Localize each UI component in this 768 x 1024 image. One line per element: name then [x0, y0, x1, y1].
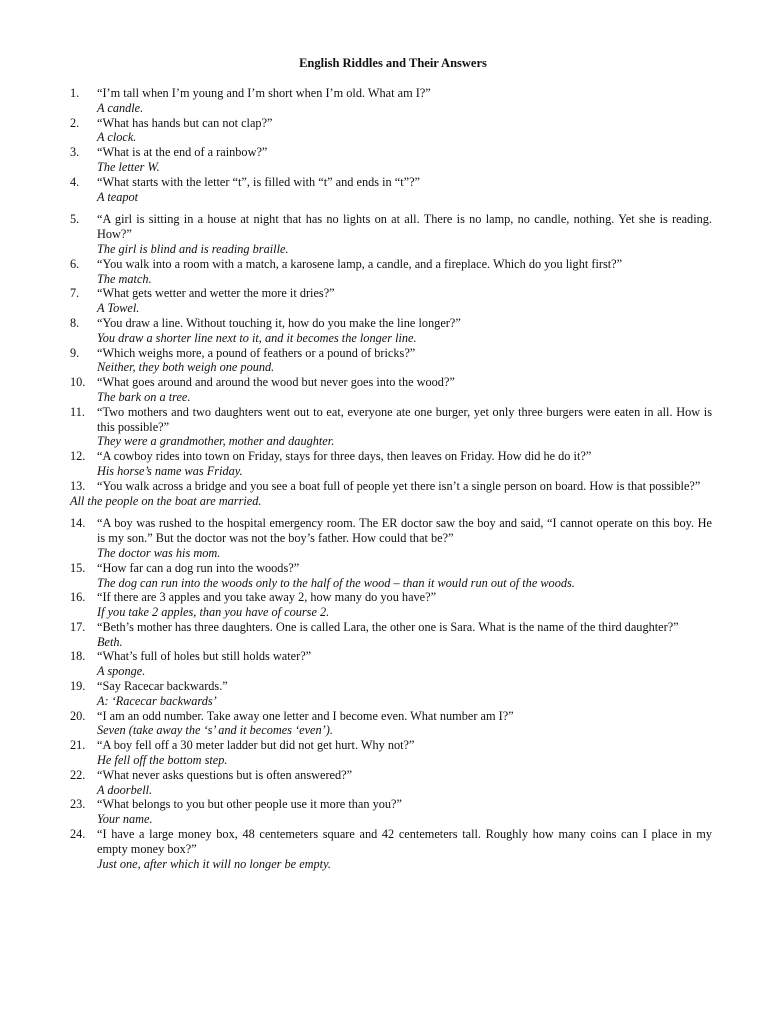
- riddle-answer: His horse’s name was Friday.: [97, 463, 243, 478]
- riddle-answer: If you take 2 apples, than you have of course 2.: [97, 605, 330, 620]
- riddle-answer: The bark on a tree.: [97, 389, 191, 404]
- riddle-answer: A sponge.: [97, 664, 146, 679]
- riddle-question: “You draw a line. Without touching it, how do you make the line longer?”: [97, 315, 461, 330]
- riddle-item: [70, 649, 712, 679]
- riddle-item: [70, 679, 712, 709]
- riddle-answer: Beth.: [97, 634, 123, 649]
- riddle-question: “How far can a dog run into the woods?”: [97, 560, 300, 575]
- riddle-answer: The girl is blind and is reading braille.: [97, 241, 289, 256]
- riddle-number: 12.: [70, 449, 86, 464]
- riddle-item: [70, 116, 712, 146]
- riddle-answer: A: ‘Racecar backwards’: [97, 693, 217, 708]
- riddle-question: “What is at the end of a rainbow?”: [97, 145, 268, 160]
- riddle-item: [70, 257, 712, 287]
- riddle-item: [70, 316, 712, 346]
- riddle-question: “You walk into a room with a match, a karosene lamp, a candle, and a fireplace. Which do you light first?”: [97, 256, 623, 271]
- riddle-question: “What starts with the letter “t”, is filled with “t” and ends in “t”?”: [97, 174, 421, 189]
- riddle-question: “What never asks questions but is often answered?”: [97, 767, 353, 782]
- riddle-number: 21.: [70, 738, 86, 753]
- riddle-question: “What’s full of holes but still holds water?”: [97, 649, 312, 664]
- riddle-number: 13.: [70, 478, 86, 493]
- riddle-answer: Your name.: [97, 812, 153, 827]
- riddle-question: “Which weighs more, a pound of feathers or a pound of bricks?”: [97, 345, 416, 360]
- riddle-answer: A doorbell.: [97, 782, 153, 797]
- riddle-question: “A cowboy rides into town on Friday, stays for three days, then leaves on Friday. How did he do it?”: [97, 449, 592, 464]
- riddle-question: “Beth’s mother has three daughters. One is called Lara, the other one is Sara. What is the name of the third daughter?”: [97, 619, 679, 634]
- riddle-number: 4.: [70, 174, 80, 189]
- riddle-number: 14.: [70, 516, 86, 531]
- riddle-item: [70, 590, 712, 620]
- riddle-number: 20.: [70, 708, 86, 723]
- riddle-question: “You walk across a bridge and you see a boat full of people yet there isn’t a single person on board. How is that possible?”: [97, 478, 701, 493]
- riddle-number: 10.: [70, 375, 86, 390]
- riddle-answer: The dog can run into the woods only to the half of the wood – than it would run out of the woods.: [97, 575, 575, 590]
- riddle-answer: They were a grandmother, mother and daughter.: [97, 434, 335, 449]
- riddle-item: [70, 86, 712, 116]
- riddle-item: [70, 516, 712, 560]
- riddle-question: “Two mothers and two daughters went out to eat, everyone ate one burger, yet only three burgers were eaten in all. How is this possible?”: [97, 404, 712, 434]
- riddle-question: “I’m tall when I’m young and I’m short when I’m old. What am I?”: [97, 86, 431, 100]
- riddle-number: 9.: [70, 345, 80, 360]
- riddle-question: “What gets wetter and wetter the more it dries?”: [97, 286, 335, 301]
- riddle-item: [70, 212, 712, 256]
- riddle-number: 3.: [70, 145, 80, 160]
- riddle-item: [70, 346, 712, 376]
- riddle-item: [70, 145, 712, 175]
- riddle-answer: Neither, they both weigh one pound.: [97, 360, 275, 375]
- riddle-item: [70, 375, 712, 405]
- riddle-list: [70, 86, 712, 871]
- riddle-answer: A candle.: [97, 100, 144, 115]
- riddle-answer: All the people on the boat are married.: [70, 493, 262, 508]
- riddle-number: 23.: [70, 797, 86, 812]
- riddle-answer: He fell off the bottom step.: [97, 753, 228, 768]
- riddle-question: “What belongs to you but other people use it more than you?”: [97, 797, 402, 812]
- riddle-question: “I am an odd number. Take away one letter and I become even. What number am I?”: [97, 708, 514, 723]
- riddle-item: [70, 620, 712, 650]
- riddle-answer: You draw a shorter line next to it, and it becomes the longer line.: [97, 330, 417, 345]
- riddle-item: [70, 286, 712, 316]
- riddle-item: [70, 561, 712, 591]
- riddle-answer: Seven (take away the ‘s’ and it becomes ‘even’).: [97, 723, 333, 738]
- riddle-item: [70, 175, 712, 205]
- riddle-question: “Say Racecar backwards.”: [97, 679, 228, 694]
- riddle-number: 1.: [70, 86, 80, 100]
- riddle-answer: The match.: [97, 271, 152, 286]
- riddle-number: 8.: [70, 315, 80, 330]
- riddle-item: [70, 479, 712, 509]
- riddle-answer: A teapot: [97, 189, 139, 204]
- riddle-question: “I have a large money box, 48 centemeters square and 42 centemeters tall. Roughly how many coins can I place in my empty money box?”: [97, 827, 712, 856]
- riddle-item: [70, 797, 712, 827]
- riddle-number: 24.: [70, 827, 86, 842]
- riddle-number: 5.: [70, 212, 80, 227]
- riddle-answer: Just one, after which it will no longer be empty.: [97, 856, 331, 871]
- riddle-number: 17.: [70, 619, 86, 634]
- riddle-question: “A boy was rushed to the hospital emergency room. The ER doctor saw the boy and said, “I cannot operate on this boy. He is my son.” But the doctor was not the boy’s father. How could that be?”: [97, 516, 712, 546]
- riddle-number: 22.: [70, 767, 86, 782]
- riddle-answer: A Towel.: [97, 301, 140, 316]
- page-title: English Riddles and Their Answers: [299, 56, 487, 70]
- riddle-answer: The doctor was his mom.: [97, 545, 221, 560]
- riddle-number: 7.: [70, 286, 80, 301]
- riddle-question: “A boy fell off a 30 meter ladder but did not get hurt. Why not?”: [97, 738, 415, 753]
- riddle-item: [70, 827, 712, 871]
- riddle-number: 18.: [70, 649, 86, 664]
- riddle-question: “A girl is sitting in a house at night that has no lights on at all. There is no lamp, no candle, nothing. Yet she is reading. How?”: [97, 212, 712, 242]
- riddle-item: [70, 738, 712, 768]
- riddle-number: 15.: [70, 560, 86, 575]
- riddle-question: “What goes around and around the wood but never goes into the wood?”: [97, 375, 455, 390]
- riddle-item: [70, 449, 712, 479]
- riddle-item: [70, 709, 712, 739]
- riddle-item: [70, 768, 712, 798]
- riddle-answer: The letter W.: [97, 159, 160, 174]
- riddle-question: “If there are 3 apples and you take away 2, how many do you have?”: [97, 590, 437, 605]
- riddle-question: “What has hands but can not clap?”: [97, 115, 273, 130]
- riddle-answer: A clock.: [97, 130, 137, 145]
- riddle-number: 19.: [70, 679, 86, 694]
- riddle-number: 6.: [70, 256, 80, 271]
- riddle-number: 11.: [70, 404, 85, 419]
- riddle-item: [70, 405, 712, 449]
- riddle-number: 2.: [70, 115, 80, 130]
- riddle-number: 16.: [70, 590, 86, 605]
